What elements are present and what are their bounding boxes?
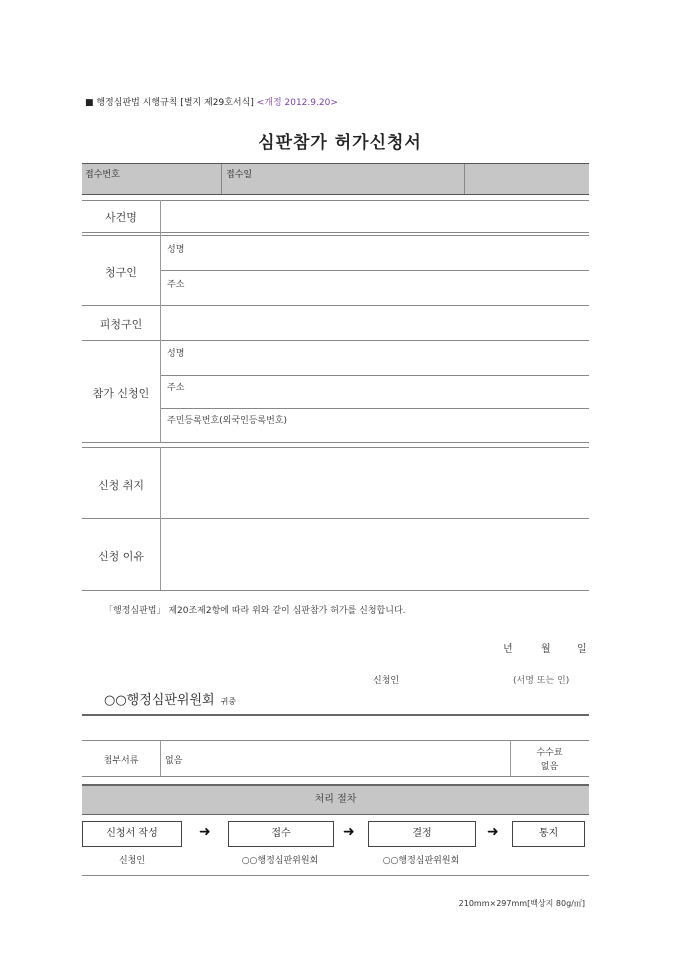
claimant-label: 청구인 (105, 266, 137, 279)
committee-addressee (104, 689, 236, 708)
applicant-label: 신청인 (373, 676, 400, 686)
receipt-date-label: 접수일 (226, 170, 253, 180)
procedure-title: 처리 절차 (314, 794, 357, 805)
step-application: 신청서 작성 (82, 821, 182, 847)
attachments-label: 첨부서류 (103, 756, 139, 766)
column-line (160, 447, 161, 590)
fee-value: 없음 (540, 762, 559, 772)
row-line (82, 447, 589, 448)
revision-date: <개정 2012.9.20> (256, 98, 338, 108)
row-line (82, 232, 589, 233)
respondent-label: 피청구인 (99, 318, 143, 331)
participant-name-label: 성명 (167, 349, 185, 359)
step-actor-committee: ○○행정심판위원회 (241, 856, 319, 866)
row-line (82, 518, 589, 519)
paper-spec: 210mm×297mm[백상지 80g/㎡] (458, 899, 585, 908)
participant-address-label: 주소 (167, 383, 185, 393)
row-line (82, 740, 589, 741)
case-name-label: 사건명 (105, 211, 137, 224)
claimant-name-label: 성명 (167, 245, 185, 255)
row-line (82, 442, 589, 443)
receipt-bar (82, 163, 589, 195)
step-decision: 결정 (368, 821, 476, 847)
arrow-right-icon: ➜ (199, 824, 211, 840)
section-divider (82, 714, 589, 716)
law-reference: ■ 행정심판법 시행규칙 [별지 제29호서식] (85, 98, 254, 108)
step-actor-committee: ○○행정심판위원회 (382, 856, 460, 866)
committee-suffix: 귀중 (220, 697, 237, 706)
row-line (160, 408, 589, 409)
procedure-bar (82, 784, 589, 815)
row-line (82, 235, 589, 236)
reason-label: 신청 이유 (97, 550, 144, 563)
row-line (82, 590, 589, 591)
step-notice: 통지 (512, 821, 585, 847)
participant-regno-label: 주민등록번호(외국인등록번호) (167, 416, 288, 426)
date-year: 년 (503, 644, 513, 655)
row-line (160, 375, 589, 376)
row-line (160, 270, 589, 271)
column-line (160, 740, 161, 776)
participant-label: 참가 신청인 (92, 387, 150, 400)
bottom-line (82, 875, 589, 876)
fee-label: 수수료 (536, 748, 563, 758)
receipt-divider (464, 164, 465, 194)
statement: 「행정심판법」 제20조제2항에 따라 위와 같이 심판참가 허가를 신청합니다. (104, 606, 406, 616)
date-month: 월 (541, 644, 551, 655)
page-title: 심판참가 허가신청서 (258, 133, 422, 153)
attachments-value: 없음 (165, 756, 183, 766)
arrow-right-icon: ➜ (487, 824, 499, 840)
row-line (82, 776, 589, 777)
row-line (82, 305, 589, 306)
signature-label: (서명 또는 인) (513, 676, 570, 686)
column-line (160, 200, 161, 442)
receipt-number-label: 접수번호 (85, 170, 120, 180)
claimant-address-label: 주소 (167, 280, 185, 290)
purpose-label: 신청 취지 (97, 479, 144, 492)
row-line (82, 200, 589, 201)
header-note (85, 95, 338, 108)
receipt-divider (221, 164, 222, 194)
step-receipt: 접수 (228, 821, 334, 847)
step-actor-applicant: 신청인 (118, 856, 146, 866)
date-day: 일 (577, 644, 587, 655)
arrow-right-icon: ➜ (343, 824, 355, 840)
row-line (82, 340, 589, 341)
committee-name: ○○행정심판위원회 (104, 693, 215, 708)
